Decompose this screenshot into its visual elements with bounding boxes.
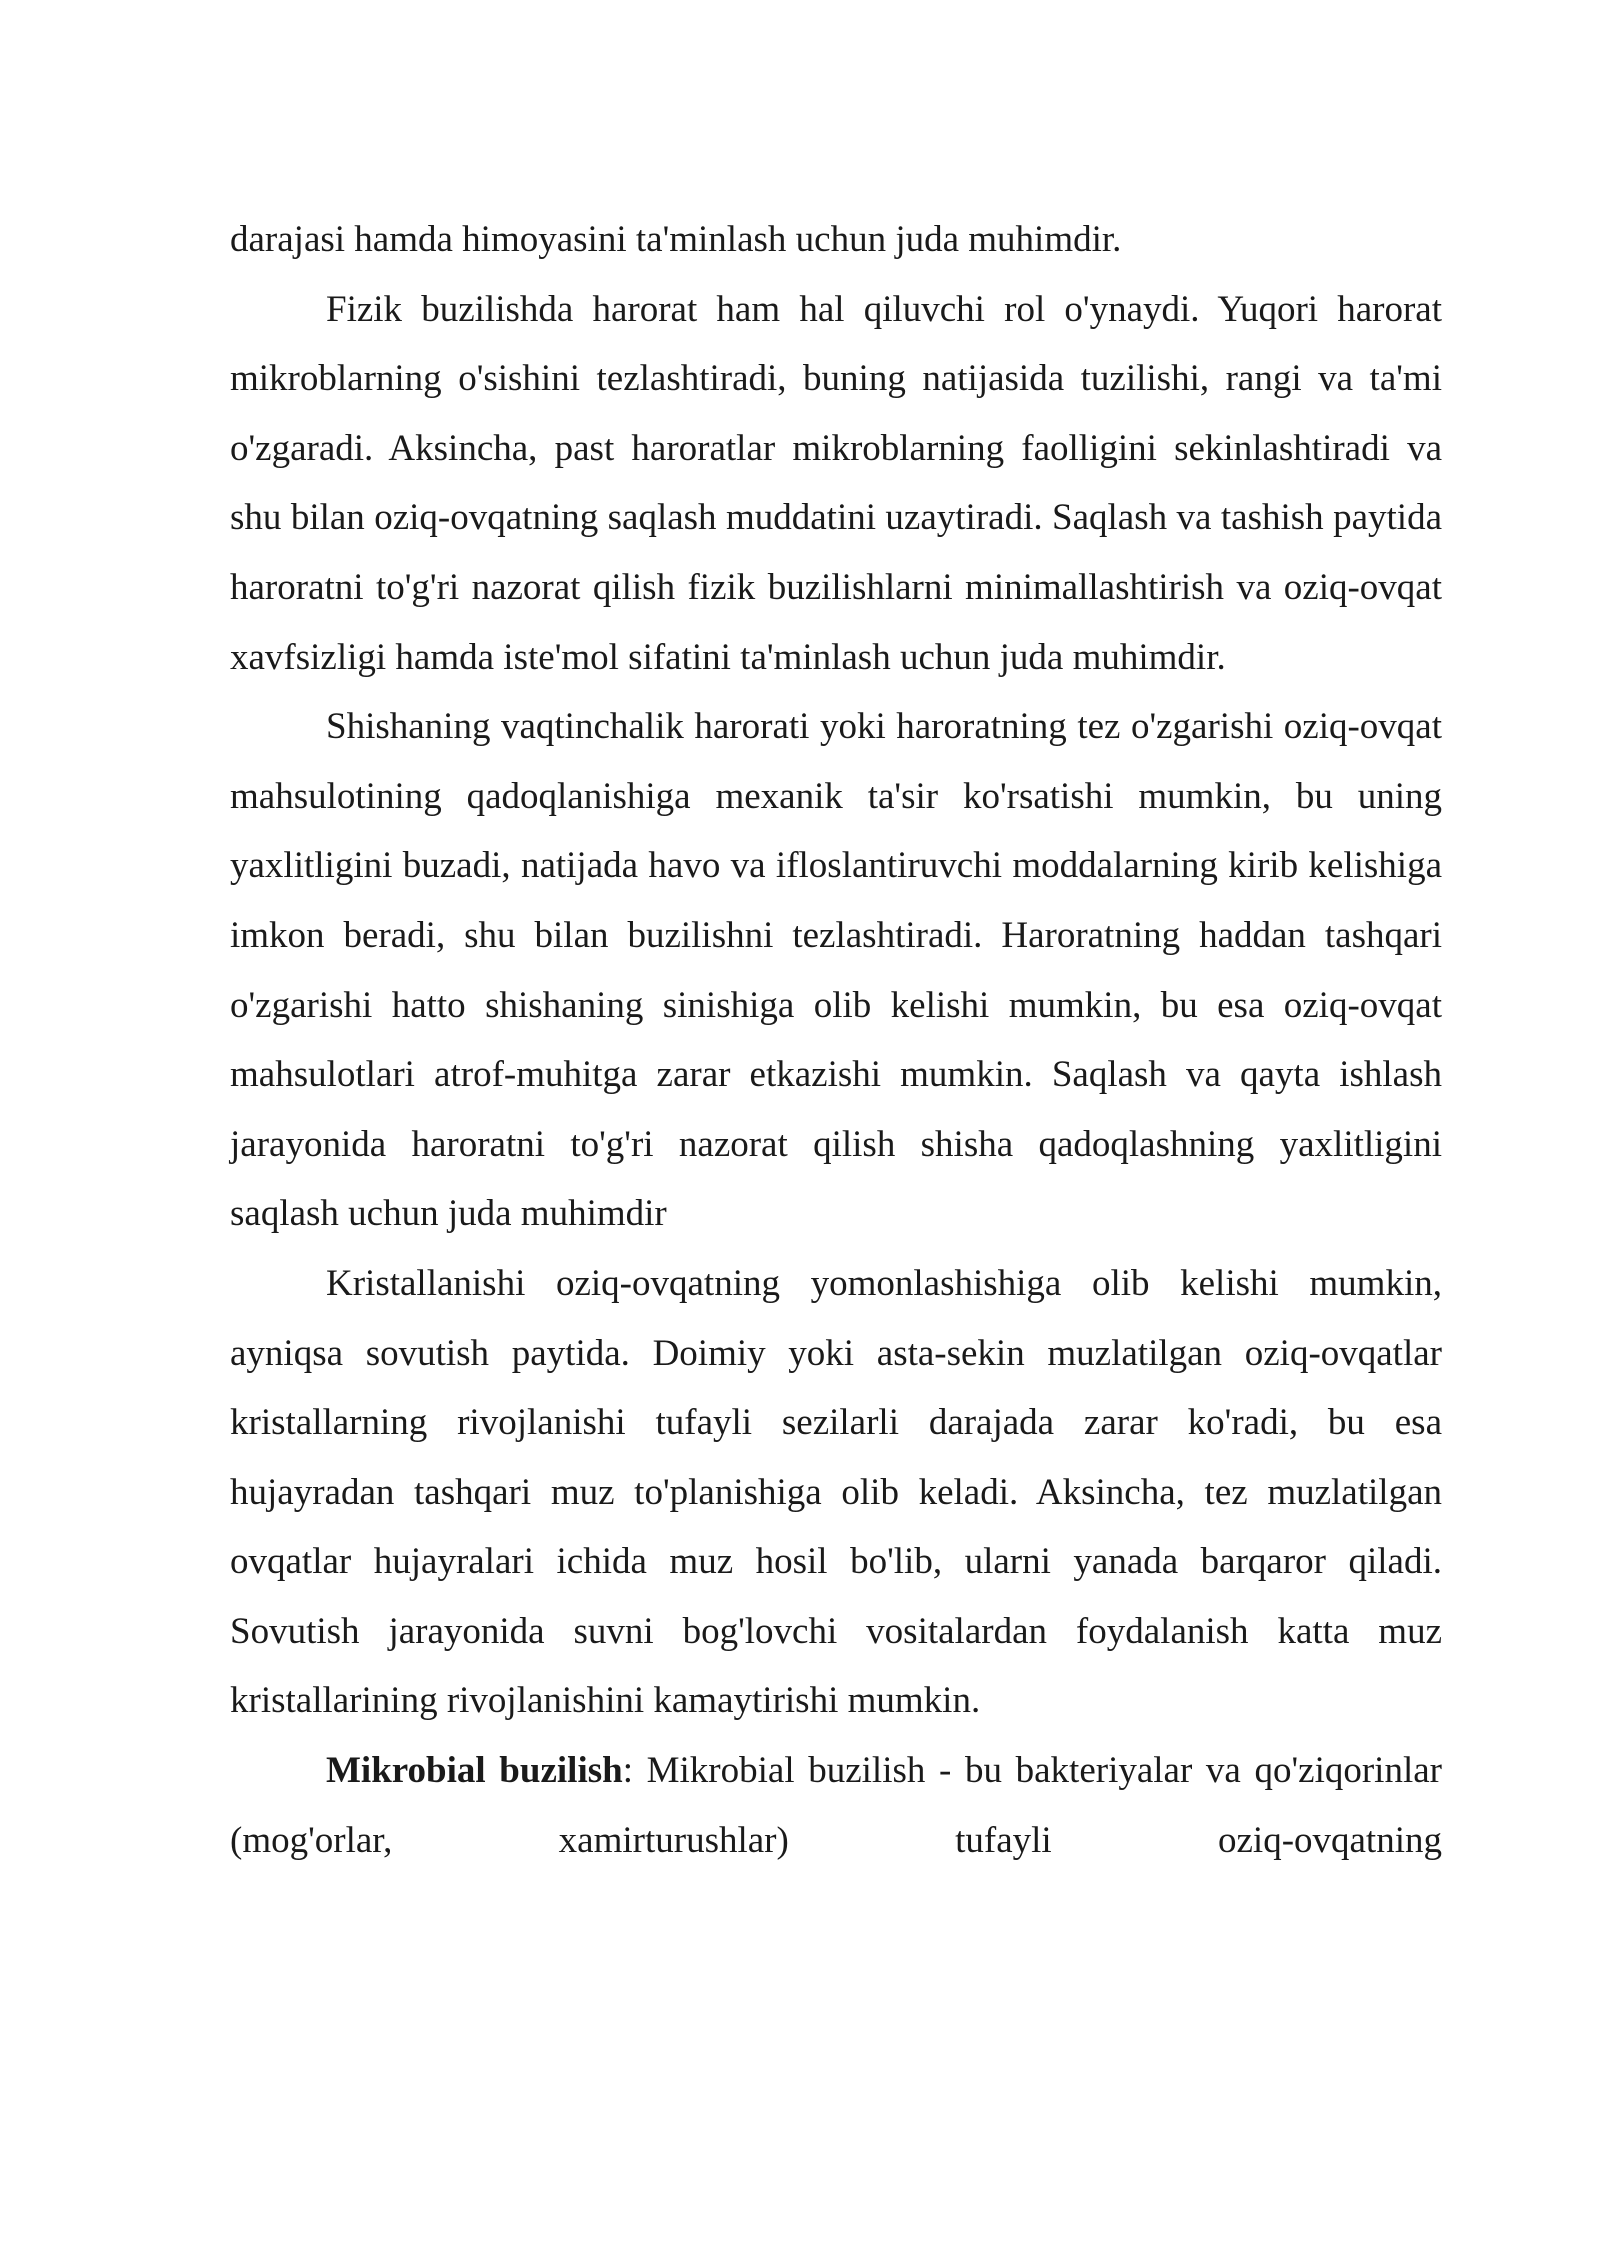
- paragraph-glass-packaging: Shishaning vaqtinchalik harorati yoki haroratning tez o'zgarishi oziq-ovqat mahsulotining qadoqlanishiga mexanik ta'sir ko'rsatishi mumkin, bu uning yaxlitligini buzadi, natijada havo va ifloslantiruvchi moddalarning kirib kelishiga imkon beradi, shu bilan buzilishni tezlashtiradi. Haroratning haddan tashqari o'zgarishi hatto shishaning sinishiga olib kelishi mumkin, bu esa oziq-ovqat mahsulotlari atrof-muhitga zarar etkazishi mumkin. Saqlash va qayta ishlash jarayonida haroratni to'g'ri nazorat qilish shisha qadoqlashning yaxlitligini saqlash uchun juda muhimdir: [230, 706, 1442, 1235]
- paragraph-crystallization: Kristallanishi oziq-ovqatning yomonlashishiga olib kelishi mumkin, ayniqsa sovutish paytida. Doimiy yoki asta-sekin muzlatilgan oziq-ovqatlar kristallarning rivojlanishi tufayli sezilarli darajada zarar ko'radi, bu esa hujayradan tashqari muz to'planishiga olib keladi. Aksincha, tez muzlatilgan ovqatlar hujayralari ichida muz hosil bo'lib, ularni yanada barqaror qiladi. Sovutish jarayonida suvni bog'lovchi vositalardan foydalanish katta muz kristallarining rivojlanishini kamaytirishi mumkin.: [230, 1262, 1442, 1722]
- term-microbial-spoilage: Mikrobial buzilish: [326, 1750, 623, 1792]
- paragraph-microbial-spoilage: [230, 1736, 1442, 1875]
- paragraph-temperature-physical-spoilage: Fizik buzilishda harorat ham hal qiluvchi rol o'ynaydi. Yuqori harorat mikroblarning o'sishini tezlashtiradi, buning natijasida tuzilishi, rangi va ta'mi o'zgaradi. Aksincha, past haroratlar mikroblarning faolligini sekinlashtiradi va shu bilan oziq-ovqatning saqlash muddatini uzaytiradi. Saqlash va tashish paytida haroratni to'g'ri nazorat qilish fizik buzilishlarni minimallashtirish va oziq-ovqat xavfsizligi hamda iste'mol sifatini ta'minlash uchun juda muhimdir.: [230, 288, 1442, 678]
- paragraph-microbial-spoilage-text: : Mikrobial buzilish - bu bakteriyalar va qo'ziqorinlar (mog'orlar, xamirturushlar) tufayli oziq-ovqatning: [230, 1750, 1442, 1861]
- paragraph-continuation: darajasi hamda himoyasini ta'minlash uchun juda muhimdir.: [230, 219, 1122, 260]
- document-page: [230, 205, 1442, 1875]
